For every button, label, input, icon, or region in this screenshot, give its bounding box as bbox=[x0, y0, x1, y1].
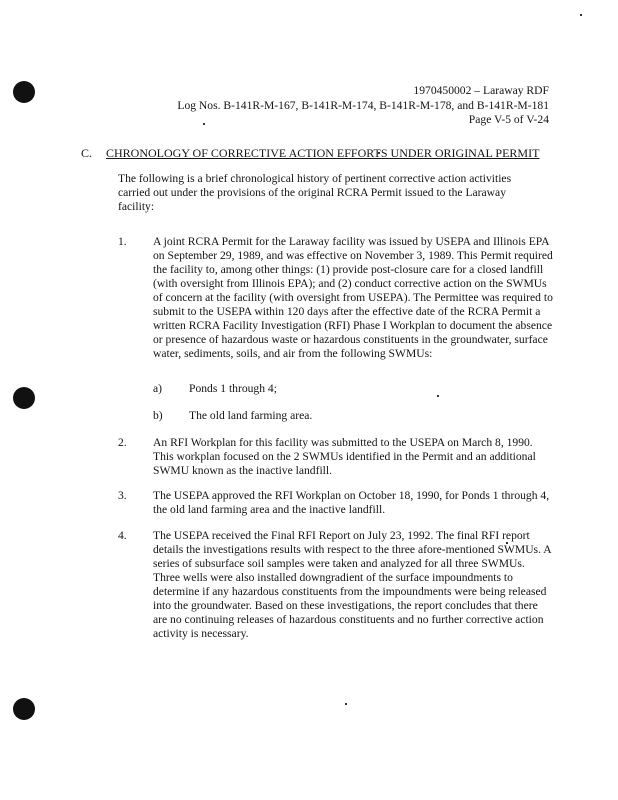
intro-paragraph: The following is a brief chronological history of pertinent corrective action activities carried out under the provisions of the original RCRA Permit issued to the Laraway facility: bbox=[118, 172, 512, 213]
sub-item-label: a) bbox=[153, 382, 163, 395]
document-header bbox=[177, 84, 549, 128]
section-title: CHRONOLOGY OF CORRECTIVE ACTION EFFORTS UNDER ORIGINAL PERMIT bbox=[106, 146, 540, 160]
section-letter: C. bbox=[81, 146, 93, 160]
item-number: 3. bbox=[118, 489, 127, 502]
section-heading bbox=[81, 146, 539, 161]
item-number: 4. bbox=[118, 529, 127, 542]
sub-item-label: b) bbox=[153, 409, 163, 422]
sub-item-text: The old land farming area. bbox=[189, 409, 313, 422]
header-page-number: Page V-5 of V-24 bbox=[468, 113, 549, 126]
punch-hole bbox=[13, 81, 35, 103]
scan-speck bbox=[437, 395, 439, 397]
item-number: 2. bbox=[118, 436, 127, 449]
item-number: 1. bbox=[118, 235, 127, 248]
item-text: The USEPA received the Final RFI Report on July 23, 1992. The final RFI report details the investigations results with respect to the three afore-mentioned SWMUs. A series of subsurface soil samples were taken and analyzed for all three SWMUs. Three wells were also installed downgradient of the surface impoundments to determine if any hazardous constituents from the impoundments were being released into the groundwater. Based on these investigations, the report concludes that there are no continuing releases of hazardous constituents and no further corrective action activity is necessary. bbox=[153, 529, 551, 640]
scan-speck bbox=[580, 14, 582, 16]
punch-hole bbox=[13, 698, 35, 720]
scan-speck bbox=[345, 703, 347, 705]
sub-item-text: Ponds 1 through 4; bbox=[189, 382, 277, 395]
item-text: An RFI Workplan for this facility was submitted to the USEPA on March 8, 1990. This workplan focused on the 2 SWMUs identified in the Permit and an additional SWMU known as the inactive landfill. bbox=[153, 436, 536, 477]
punch-hole bbox=[13, 387, 35, 409]
header-facility-id: 1970450002 – Laraway RDF bbox=[413, 84, 549, 97]
item-text: The USEPA approved the RFI Workplan on October 18, 1990, for Ponds 1 through 4, the old land farming area and the inactive landfill. bbox=[153, 489, 550, 516]
header-log-numbers: Log Nos. B-141R-M-167, B-141R-M-174, B-141R-M-178, and B-141R-M-181 bbox=[177, 98, 549, 112]
item-text: A joint RCRA Permit for the Laraway facility was issued by USEPA and Illinois EPA on September 29, 1989, and was effective on November 3, 1989. This Permit required the facility to, among other things: (1) provide post-closure care for a closed landfill (with oversight from Illinois EPA); and (2) conduct corrective action on the SWMUs of concern at the facility (with oversight from USEPA). The Permittee was required to submit to the USEPA within 120 days after the effective date of the RCRA Permit a written RCRA Facility Investigation (RFI) Phase I Workplan to document the absence or presence of hazardous waste or hazardous constituents in the groundwater, surface water, sediments, soils, and air from the following SWMUs: bbox=[153, 235, 553, 360]
